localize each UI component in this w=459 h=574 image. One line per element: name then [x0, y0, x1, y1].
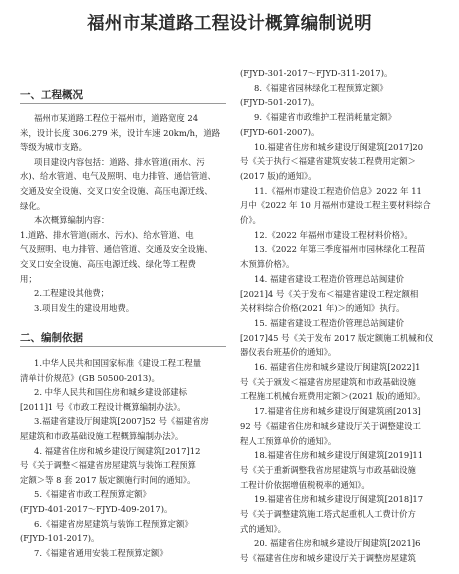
- text-line: 15. 福建省建设工程造价管理总站闽建价: [254, 317, 404, 328]
- text-line: 米，设计长度 306.279 米，设计车速 20km/h，道路: [20, 127, 221, 138]
- text-line: 工程施工机械台班费用定额＞(2021 版)的通知》。: [240, 391, 426, 402]
- text-line: 17.福建省住房和城乡建设厅闽建筑函[2013]: [254, 406, 421, 417]
- text-line: 9.《福建省市政维护工程消耗量定额》: [254, 112, 396, 123]
- text-line: 20. 福建省住房和城乡建设厅闽建筑[2021]6: [254, 538, 421, 549]
- text-line: 号《关于执行＜福建省建筑安装工程费用定额＞: [240, 156, 416, 167]
- text-line: 器仪表台班基价的通知》。: [240, 347, 337, 358]
- text-line: 工程计价依据增值税税率的通知》。: [240, 479, 370, 490]
- text-line: 气及照明、电力排管、通信管道、交通及安全设施、: [20, 244, 213, 255]
- text-line: 木预算价格》。: [240, 259, 295, 270]
- text-line: 4. 福建省住房和城乡建设厅闽建筑[2017]12: [34, 445, 201, 456]
- text-line: (FJYD-401-2017～FJYD-409-2017)。: [20, 504, 173, 514]
- text-line: 交叉口安全设施、高压电源迁线、绿化等工程费: [20, 259, 196, 269]
- text-line: 号《关于重新调整我省房屋建筑与市政基础设施: [240, 464, 416, 475]
- text-line: 水)、给水管道、电气及照明、电力排管、通信管道、: [20, 171, 216, 182]
- section-heading-overview: 一、工程概况: [20, 89, 83, 101]
- text-line: 8.《福建省园林绿化工程预算定额》: [254, 82, 388, 93]
- text-line: 绿化。: [20, 200, 46, 211]
- text-line: 福州市某道路工程位于福州市，道路宽度 24: [34, 113, 199, 123]
- text-line: (FJYD-501-2017)。: [240, 97, 320, 108]
- text-line: 14. 福建省建设工程造价管理总站闽建价: [254, 273, 404, 284]
- section-heading-basis: 二、编制依据: [20, 332, 83, 344]
- text-line: 18.福建省住房和城乡建设厅闽建筑[2019]11: [254, 450, 424, 461]
- text-line: (FJYD-101-2017)。: [20, 533, 100, 544]
- text-line: 号《关于调整＜福建省房屋建筑与装饰工程预算: [20, 460, 196, 471]
- text-line: 定额＞等 8 套 2017 版定额施行时间的通知》。: [20, 474, 196, 485]
- text-line: 等级为城市支路。: [20, 142, 87, 153]
- text-line: 7.《福建省通用安装工程预算定额》: [34, 547, 168, 558]
- text-line: 项目建设内容包括：道路、排水管道(雨水、污: [34, 156, 205, 167]
- text-line: 92 号《福建省住房和城乡建设厅关于调整建设工: [240, 420, 421, 431]
- text-line: [2021]4 号《关于发布＜福建省建设工程定额相: [240, 288, 419, 299]
- text-line: 12.《2022 年福州市建设工程材料价格》。: [254, 229, 413, 240]
- text-line: 号《关于调整建筑施工塔式起重机人工费计价方: [240, 509, 416, 519]
- text-line: 1.中华人民共和国国家标准《建设工程工程量: [34, 358, 202, 368]
- text-line: (FJYD-601-2007)。: [240, 126, 320, 137]
- text-line: 号《关于颁发＜福建省房屋建筑和市政基础设施: [240, 376, 416, 387]
- text-line: 价》。: [240, 215, 261, 225]
- text-line: 2. 中华人民共和国住房和城乡建设部建标: [34, 387, 188, 398]
- text-line: (FJYD-301-2017～FJYD-311-2017)。: [240, 68, 393, 78]
- text-line: 16. 福建省住房和城乡建设厅闽建筑[2022]1: [254, 362, 421, 372]
- text-line: 13.《2022 年第三季度福州市园林绿化工程苗: [254, 244, 426, 255]
- text-line: 2.工程建设其他费；: [34, 288, 109, 299]
- document-title: 福州市某道路工程设计概算编制说明: [87, 14, 372, 34]
- text-line: 交通及安全设施、交叉口安全设施、高压电源迁线、: [20, 186, 213, 196]
- text-line: 月中《2022 年 10 月福州市建设工程主要材料综合: [240, 200, 431, 211]
- text-line: (2017 版)的通知》。: [240, 170, 317, 181]
- text-line: 用；: [20, 273, 37, 284]
- text-line: 19.福建省住房和城乡建设厅闽建筑[2018]17: [254, 494, 424, 505]
- text-line: 清单计价规范》(GB 50500-2013)。: [20, 372, 160, 383]
- text-line: 屋建筑和市政基础设施工程概算编制办法》。: [20, 431, 184, 441]
- section-divider: [20, 346, 226, 347]
- text-line: 3.项目发生的建设用地费。: [34, 302, 135, 313]
- text-line: [2017]45 号《关于发布 2017 版定额施工机械和仪: [240, 332, 434, 343]
- text-line: 本次概算编制内容：: [34, 215, 110, 226]
- text-line: 6.《福建省房屋建筑与装饰工程预算定额》: [34, 518, 193, 529]
- text-line: [2011]1 号《市政工程设计概算编制办法》。: [20, 401, 186, 412]
- text-line: 1.道路、排水管道(雨水、污水)、给水管道、电: [20, 229, 194, 240]
- section-divider: [20, 103, 226, 104]
- text-line: 关材料综合价格(2021 年)＞的通知》执行。: [240, 303, 405, 314]
- text-line: 程人工预算单价的通知》。: [240, 435, 337, 446]
- text-line: 10.福建省住房和城乡建设厅闽建筑[2017]20: [254, 141, 424, 152]
- text-line: 5.《福建省市政工程预算定额》: [34, 489, 151, 500]
- text-line: 3.福建省建设厅闽建筑[2007]52 号《福建省房: [34, 416, 209, 427]
- text-line: 11.《福州市建设工程造价信息》2022 年 11: [254, 185, 422, 196]
- text-line: 号《福建省住房和城乡建设厅关于调整房屋建筑: [240, 553, 416, 564]
- text-line: 式的通知》。: [240, 523, 287, 534]
